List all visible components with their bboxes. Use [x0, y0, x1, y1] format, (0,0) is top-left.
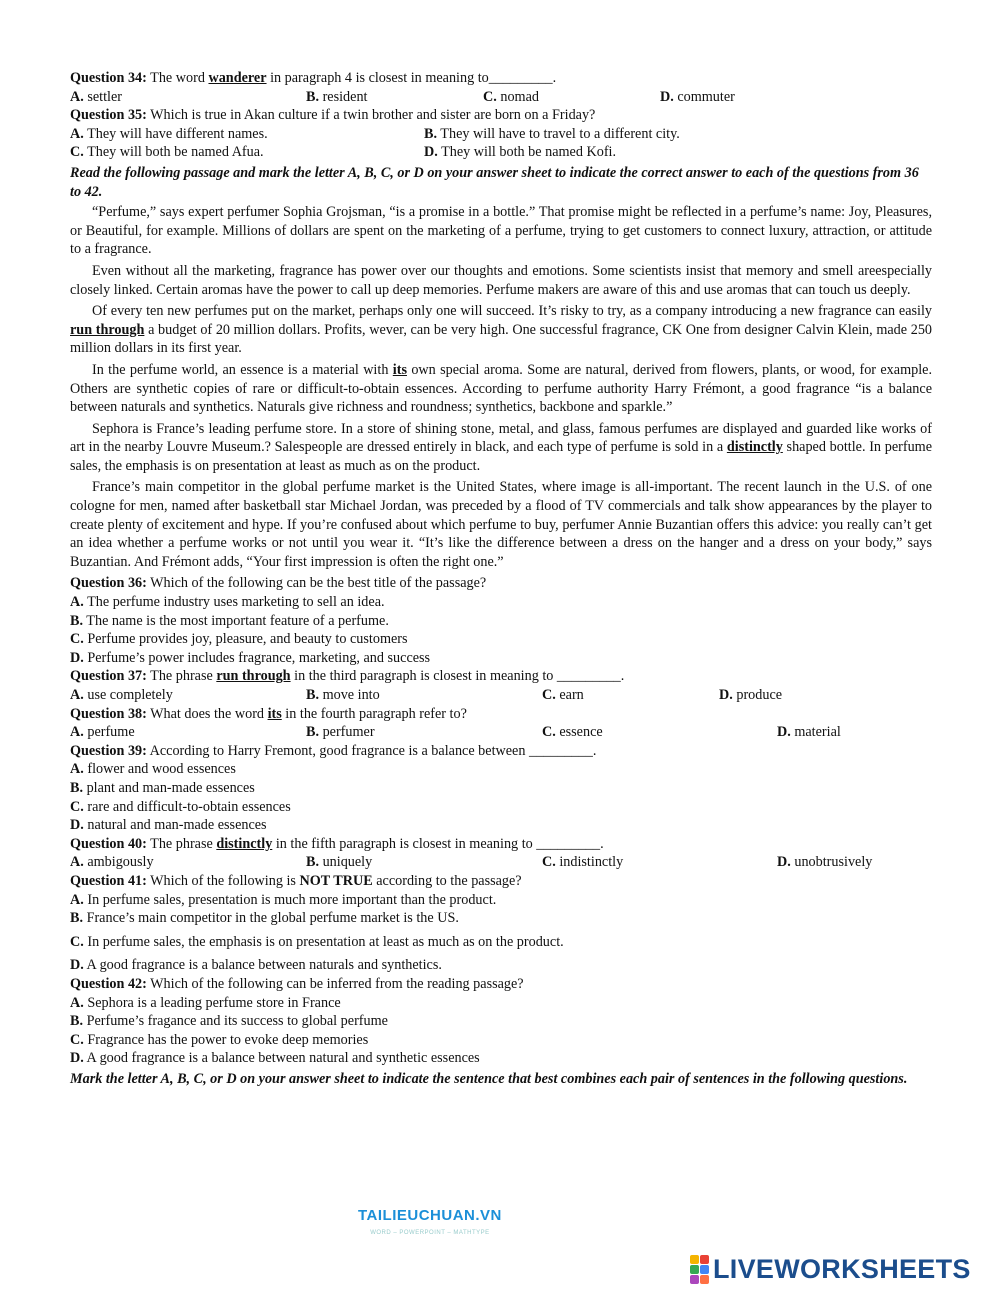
underlined-word: its: [267, 705, 282, 722]
option-b[interactable]: B. uniquely: [306, 854, 373, 871]
option-c[interactable]: C. earn: [542, 687, 584, 703]
question-label: Question 37:: [70, 668, 147, 685]
watermark-logo: TAILIEUCHUAN.VN WORD – POWERPOINT – MATHTYPE: [358, 1207, 502, 1236]
question-40-options: [70, 853, 932, 872]
question-35: Question 35: Which is true in Akan culture if a twin brother and sister are born on a Friday?: [70, 107, 596, 124]
option-b[interactable]: B. perfumer: [306, 724, 375, 741]
option-d[interactable]: D. material: [777, 724, 841, 741]
question-label: Question 42:: [70, 975, 147, 992]
paragraph-6: France’s main competitor in the global perfume market is the United States, where image is all-important. The recent launch in the U.S. of one cologne for men, named after basketball star Michael Jordan, was preceded by a flood of TV commercials and talk show appearances by the player to create plenty of excitement and hype. If you’re confused about which perfume to buy, perfumer Annie Buzantian offers this advice: you really can’t get an idea whether a perfume works or not until you wear it. “It’s like the difference between a dress on the hanger and a dress on your body,” says Buzantian. And Frémont adds, “Your first impression is often the right one.”: [70, 479, 932, 570]
option-a[interactable]: A. They will have different names.: [70, 125, 268, 142]
question-42: Question 42: Which of the following can be inferred from the reading passage?: [70, 975, 524, 992]
option-d[interactable]: D. natural and man-made essences: [70, 817, 267, 834]
option-a[interactable]: A. The perfume industry uses marketing to sell an idea.: [70, 594, 385, 611]
option-a[interactable]: A. In perfume sales, presentation is much more important than the product.: [70, 891, 497, 908]
option-c[interactable]: C. indistinctly: [542, 854, 624, 871]
option-b[interactable]: B. France’s main competitor in the global perfume market is the US.: [70, 910, 459, 927]
question-34: Question 34: The word wanderer in paragraph 4 is closest in meaning to_________.: [70, 70, 557, 86]
section-instruction: Mark the letter A, B, C, or D on your answer sheet to indicate the sentence that best combines each pair of sentences in the following questions.: [70, 1070, 908, 1087]
section-instruction: Read the following passage and mark the letter A, B, C, or D on your answer sheet to indicate the correct answer to each of the questions from 36 to 42.: [70, 164, 919, 200]
logo-tile: [690, 1255, 699, 1264]
option-c[interactable]: C. rare and difficult-to-obtain essences: [70, 798, 291, 815]
option-b[interactable]: B. plant and man-made essences: [70, 779, 255, 796]
option-a[interactable]: A. perfume: [70, 724, 135, 741]
logo-tile: [700, 1265, 709, 1274]
logo-tile: [700, 1275, 709, 1284]
liveworksheets-logo-icon: [690, 1255, 709, 1284]
option-b[interactable]: B. They will have to travel to a different city.: [424, 125, 680, 142]
option-b[interactable]: B. Perfume’s fragance and its success to global perfume: [70, 1013, 388, 1030]
reading-passage: [70, 203, 932, 571]
question-40: Question 40: The phrase distinctly in the fifth paragraph is closest in meaning to _________.: [70, 835, 604, 852]
question-label: Question 39:: [70, 742, 147, 759]
question-label: Question 41:: [70, 872, 147, 889]
question-38-options: [70, 723, 932, 742]
question-37-options: [70, 686, 932, 705]
underlined-word: its: [392, 361, 407, 378]
option-d[interactable]: D. commuter: [660, 88, 735, 105]
question-34-options: [70, 88, 932, 107]
paragraph-4: In the perfume world, an essence is a material with its own special aroma. Some are natural, derived from flowers, plants, or wood, for example. Others are synthetic copies of rare or difficult-to-obtain essences. According to perfume authority Harry Frémont, a good fragrance “is a balance between naturals and synthetics. Naturals give richness and roundness; synthetics, backbone and sparkle.”: [70, 361, 932, 416]
option-d[interactable]: D. produce: [719, 687, 783, 703]
option-b[interactable]: B. The name is the most important feature of a perfume.: [70, 612, 389, 629]
option-c[interactable]: C. essence: [542, 724, 603, 741]
question-35-options-row2: [70, 143, 932, 162]
option-a[interactable]: A. settler: [70, 88, 123, 105]
question-35-options-row1: [70, 125, 932, 144]
underlined-phrase: run through: [70, 321, 145, 338]
option-a[interactable]: A. flower and wood essences: [70, 761, 236, 778]
logo-tile: [690, 1275, 699, 1284]
question-37: Question 37: The phrase run through in the third paragraph is closest in meaning to _________.: [70, 668, 625, 685]
worksheet-page: [70, 69, 932, 1088]
question-41: Question 41: Which of the following is NOT TRUE according to the passage?: [70, 872, 522, 889]
question-39: Question 39: According to Harry Fremont, good fragrance is a balance between _________.: [70, 742, 597, 759]
logo-tile: [700, 1255, 709, 1264]
option-d[interactable]: D. unobtrusively: [777, 854, 873, 871]
option-a[interactable]: A. ambigously: [70, 854, 154, 871]
option-a[interactable]: A. use completely: [70, 687, 173, 703]
paragraph-1: “Perfume,” says expert perfumer Sophia Grojsman, “is a promise in a bottle.” That promise might be reflected in a perfume’s name: Joy, Pleasures, or Beautiful, for example. Millions of dollars are spent on the marketing of a perfume, trying to get customers to connect luxury, attraction, or attitude to a fragrance.: [70, 204, 932, 258]
question-label: Question 38:: [70, 705, 147, 722]
option-c[interactable]: C. nomad: [483, 88, 539, 105]
question-38: Question 38: What does the word its in the fourth paragraph refer to?: [70, 705, 467, 722]
underlined-word: wanderer: [208, 70, 267, 86]
underlined-word: distinctly: [726, 439, 783, 456]
option-d[interactable]: D. Perfume’s power includes fragrance, marketing, and success: [70, 649, 431, 666]
liveworksheets-wordmark: LIVEWORKSHEETS: [713, 1254, 971, 1285]
underlined-word: distinctly: [216, 835, 273, 852]
paragraph-2: Even without all the marketing, fragrance has power over our thoughts and emotions. Some scientists insist that memory and smell areespecially closely linked. Certain aromas have the power to call up deep memories. Perfume makers are aware of this and use aromas that can touch us deeply.: [70, 262, 932, 298]
option-c[interactable]: C. Fragrance has the power to evoke deep memories: [70, 1031, 369, 1048]
liveworksheets-brand[interactable]: [690, 1255, 971, 1284]
option-b[interactable]: B. move into: [306, 687, 380, 703]
underlined-phrase: run through: [216, 668, 291, 685]
question-label: Question 36:: [70, 575, 147, 592]
logo-tile: [690, 1265, 699, 1274]
option-a[interactable]: A. Sephora is a leading perfume store in France: [70, 994, 341, 1011]
paragraph-3: Of every ten new perfumes put on the market, perhaps only one will succeed. It’s risky to try, as a company introducing a new fragrance can easily run through a budget of 20 million dollars. Profits, wever, can be very high. One successful fragrance, CK One from designer Calvin Klein, made 250 million dollars in its first year.: [70, 303, 933, 357]
option-d[interactable]: D. A good fragrance is a balance between naturals and synthetics.: [70, 957, 442, 974]
question-label: Question 40:: [70, 835, 147, 852]
option-d[interactable]: D. They will both be named Kofi.: [424, 144, 617, 161]
option-b[interactable]: B. resident: [306, 88, 368, 105]
emphasis-not-true: NOT TRUE: [299, 872, 373, 889]
question-label: Question 34:: [70, 70, 147, 86]
option-c[interactable]: C. Perfume provides joy, pleasure, and beauty to customers: [70, 631, 408, 648]
question-label: Question 35:: [70, 107, 147, 124]
option-c[interactable]: C. They will both be named Afua.: [70, 144, 264, 161]
question-36: Question 36: Which of the following can be the best title of the passage?: [70, 575, 487, 592]
paragraph-5: Sephora is France’s leading perfume store. In a store of shining stone, metal, and glass, famous perfumes are displayed and guarded like works of art in the nearby Louvre Museum.? Salespeople are dressed entirely in black, and each type of perfume is sold in a distinctly shaped bottle. In perfume sales, the emphasis is on presentation at least as much as on the product.: [70, 420, 932, 474]
option-d[interactable]: D. A good fragrance is a balance between natural and synthetic essences: [70, 1050, 480, 1067]
option-c[interactable]: C. In perfume sales, the emphasis is on presentation at least as much as on the product.: [70, 933, 564, 950]
